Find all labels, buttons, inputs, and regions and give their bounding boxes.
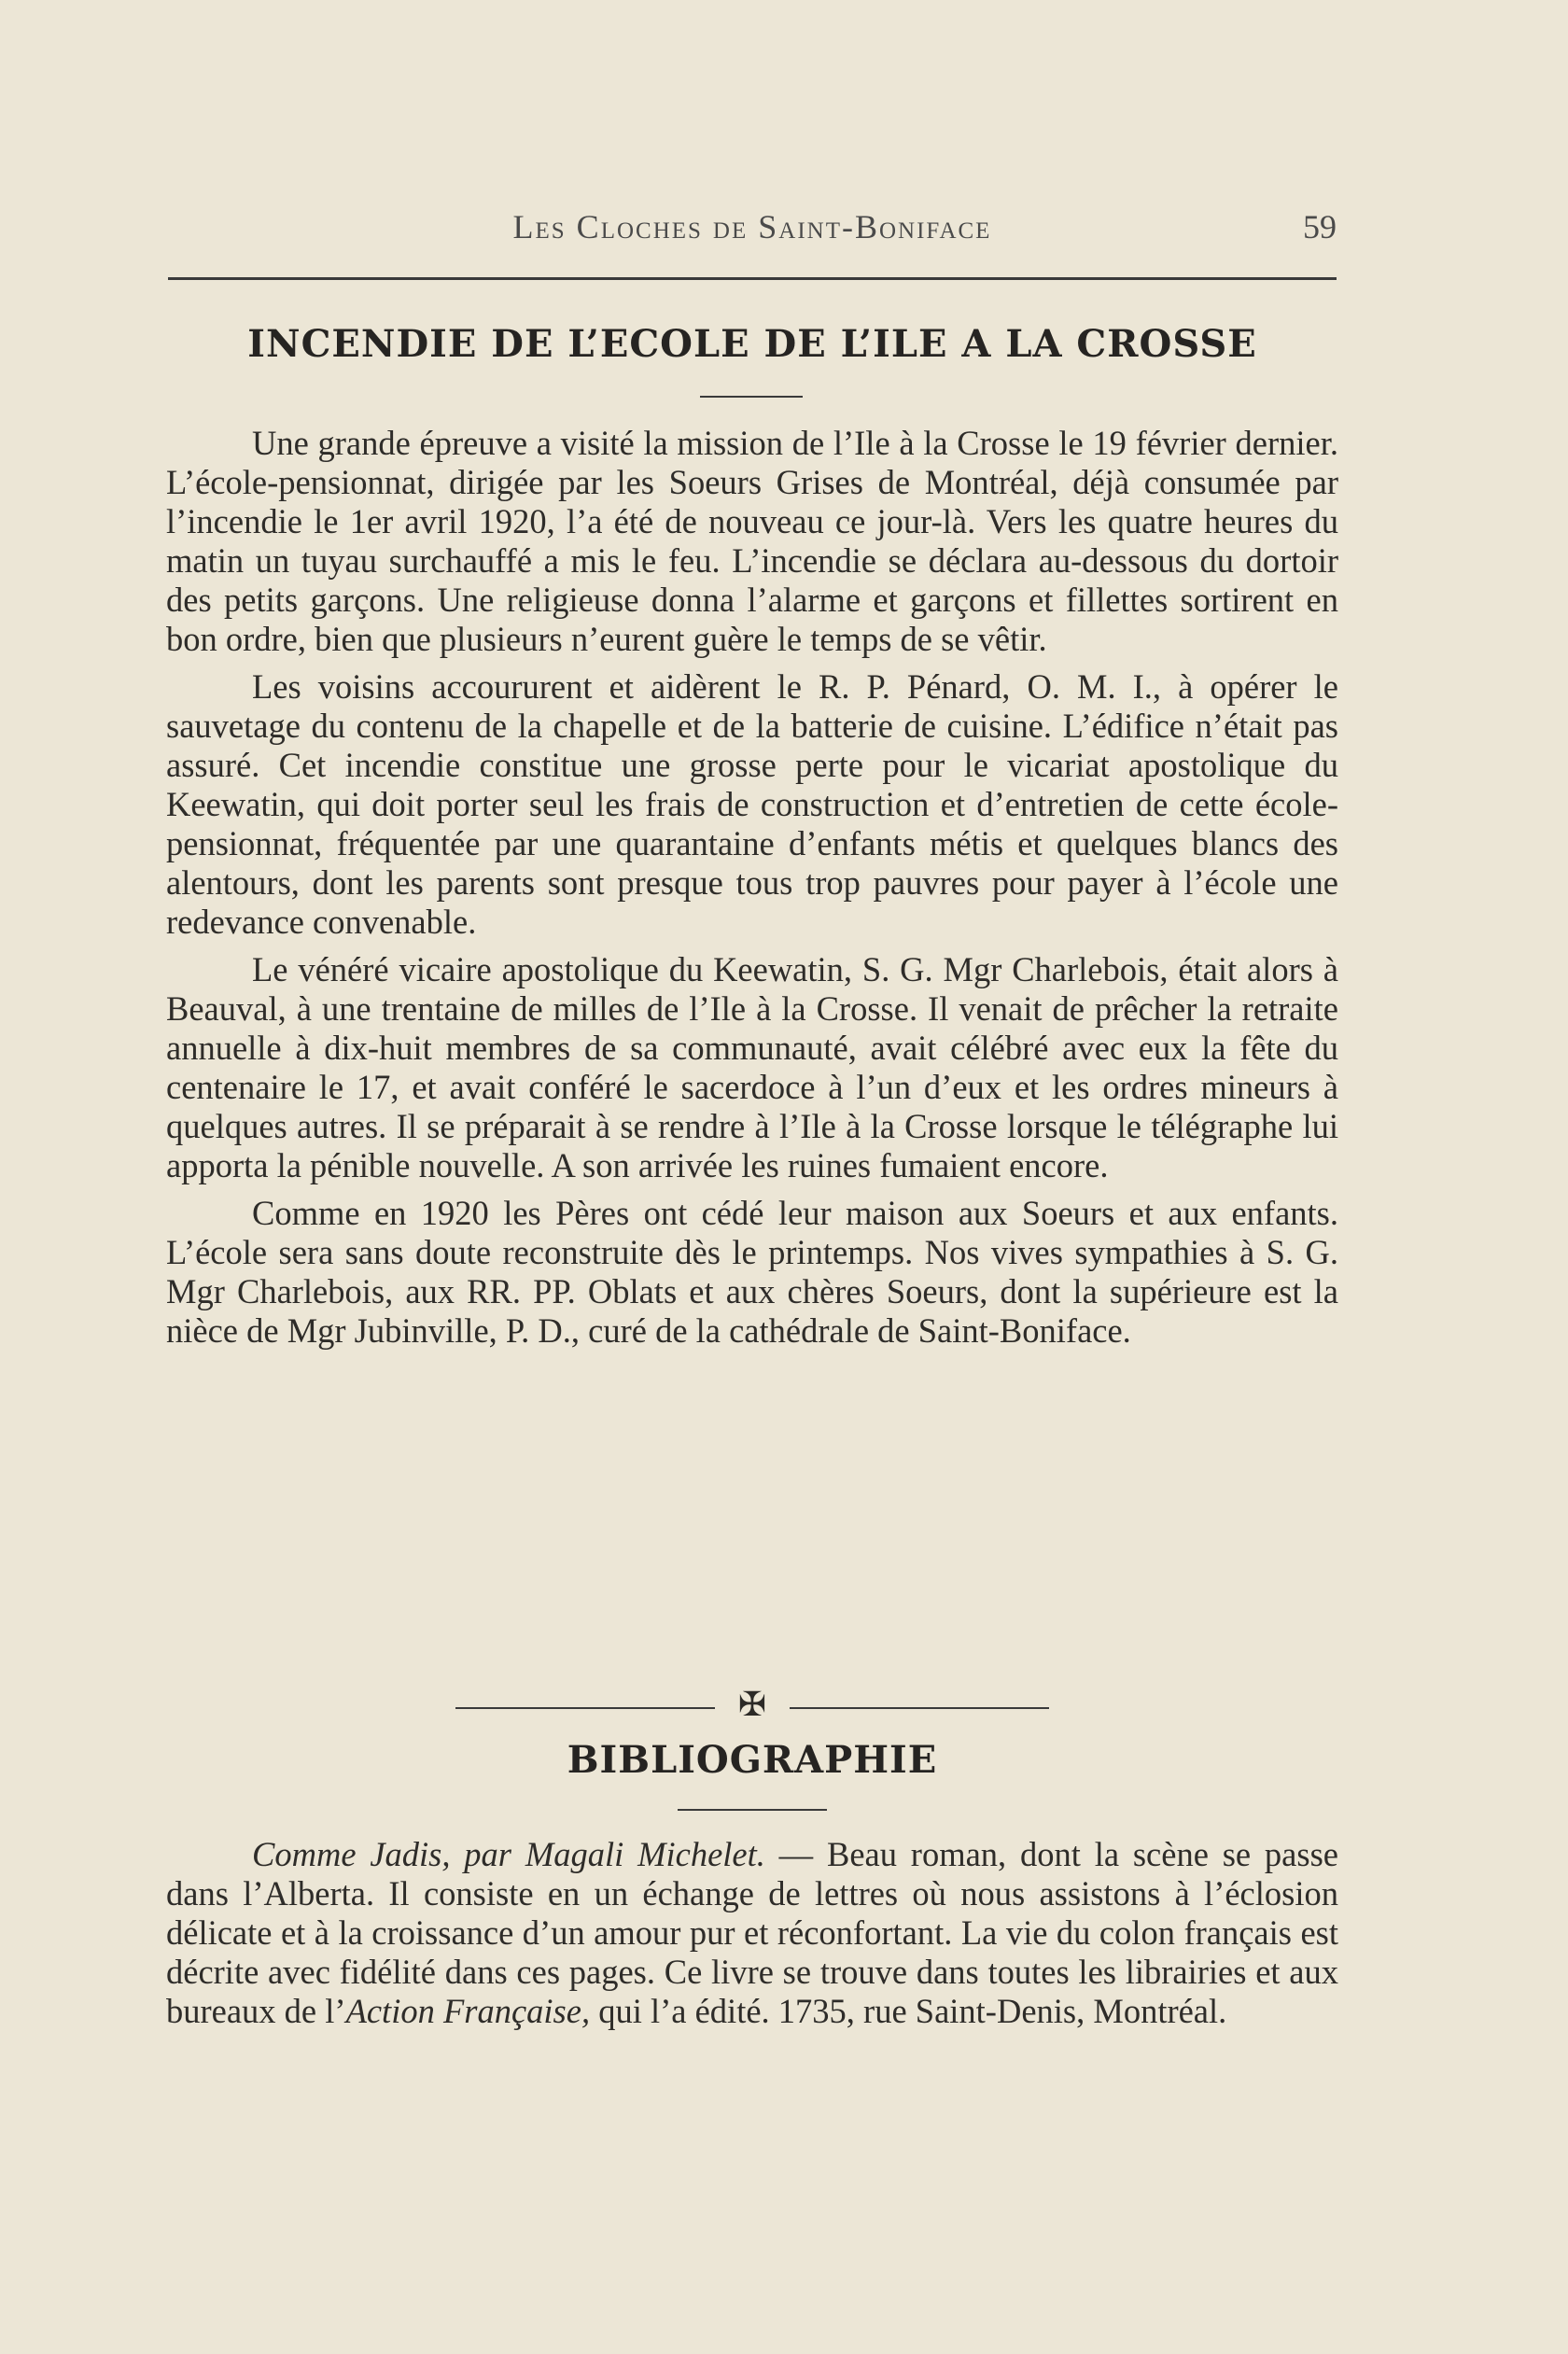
header-rule <box>168 277 1337 280</box>
title-rule-bibliography <box>678 1809 827 1811</box>
paragraph <box>166 1835 1338 2031</box>
book-title: Comme Jadis, par Magali Michelet. <box>252 1835 765 1873</box>
article-title-bibliography: BIBLIOGRAPHIE <box>567 1738 938 1782</box>
divider-line-left <box>455 1707 715 1709</box>
paragraph: Les voisins accoururent et aidèrent le R. P. Pénard, O. M. I., à opérer le sauvetage du contenu de la chapelle et de la batterie de cuisine. L’édifice n’était pas assuré. Cet incendie constitue une grosse perte pour le vicariat apostolique du Keewatin, qui doit porter seul les frais de construction et d’entretien de cette école-pensionnat, fréquentée par une quarantaine d’enfants métis et quelques blancs des alentours, dont les parents sont presque tous trop pauvres pour payer à l’école une redevance convenable. <box>166 667 1338 941</box>
running-head: Les Cloches de Saint-Boniface <box>512 208 992 245</box>
divider-line-right <box>790 1707 1049 1709</box>
review-text: — Beau roman, dont la scène se passe dans l’Alberta. Il consiste en un échange de lettres où nous assistons à l’éclosion délicate et à la croissance d’un amour pur et réconfortant. La vie du colon français est décrite avec fidélité dans ces pages. Ce livre se trouve dans toutes les librairies et aux bureaux de l’ <box>166 1835 1338 2030</box>
paragraph: Le vénéré vicaire apostolique du Keewatin, S. G. Mgr Charlebois, était alors à Beauval, à une trentaine de milles de l’Ile à la Crosse. Il venait de prêcher la retraite annuelle à dix-huit membres de sa communauté, avait célébré avec eux la fête du centenaire le 17, et avait conféré le sacerdoce à l’un d’eux et les ordres mineurs à quelques autres. Il se préparait à se rendre à l’Ile à la Crosse lorsque le télégraphe lui apporta la pénible nouvelle. A son arrivée les ruines fumaient encore. <box>166 950 1338 1184</box>
review-text-end: qui l’a édité. 1735, rue Saint-Denis, Montréal. <box>590 1992 1227 2030</box>
paragraph: Une grande épreuve a visité la mission de l’Ile à la Crosse le 19 février dernier. L’école-pensionnat, dirigée par les Soeurs Grises de Montréal, déjà consumée par l’incendie le 1er avril 1920, l’a été de nouveau ce jour-là. Vers les quatre heures du matin un tuyau surchauffé a mis le feu. L’incendie se déclara au-dessous du dortoir des petits garçons. Une religieuse donna l’alarme et garçons et fillettes sortirent en bon ordre, bien que plusieurs n’eurent guère le temps de se vêtir. <box>166 424 1338 658</box>
article-body-bibliography <box>166 1835 1338 2039</box>
maltese-cross-icon: ✠ <box>737 1686 767 1724</box>
paragraph: Comme en 1920 les Pères ont cédé leur maison aux Soeurs et aux enfants. L’école sera sans doute reconstruite dès le printemps. Nos vives sympathies à S. G. Mgr Charlebois, aux RR. PP. Oblats et aux chères Soeurs, dont la supérieure est la nièce de Mgr Jubinville, P. D., curé de la cathédrale de Saint-Boniface. <box>166 1194 1338 1350</box>
title-rule-fire <box>700 396 803 398</box>
article-body-fire <box>166 424 1338 1359</box>
publisher-name: Action Française, <box>345 1992 591 2030</box>
page-number: 59 <box>1303 208 1337 245</box>
article-title-fire: INCENDIE DE L’ECOLE DE L’ILE A LA CROSSE <box>247 322 1257 366</box>
section-divider <box>455 1686 1049 1727</box>
